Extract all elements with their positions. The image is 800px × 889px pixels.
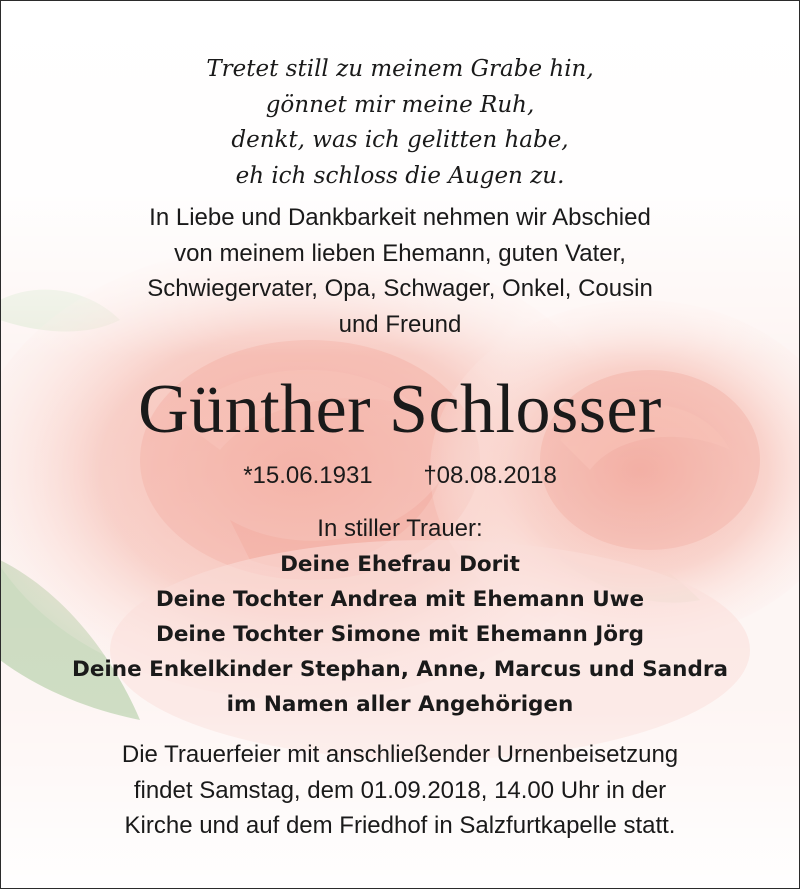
deceased-name: Günther Schlosser: [138, 371, 662, 448]
farewell-intro: [0, 200, 800, 342]
poem-line: denkt, was ich gelitten habe,: [231, 127, 569, 153]
poem-line: gönnet mir meine Ruh,: [265, 91, 535, 118]
life-dates: [0, 459, 800, 493]
service-line: findet Samstag, dem 01.09.2018, 14.00 Uhr in der: [133, 776, 667, 804]
mourner-line: Deine Ehefrau Dorit: [280, 552, 520, 577]
mourner-line: Deine Enkelkinder Stephan, Anne, Marcus und Sandra: [72, 657, 728, 682]
poem-line: eh ich schloss die Augen zu.: [235, 162, 565, 189]
mourning-heading: In stiller Trauer:: [317, 515, 483, 542]
mourners-list: [0, 547, 800, 722]
death-date: †08.08.2018: [423, 462, 557, 489]
mourner-line: Deine Tochter Andrea mit Ehemann Uwe: [155, 587, 645, 612]
mourner-line: im Namen aller Angehörigen: [226, 692, 574, 717]
memorial-poem: [0, 52, 800, 194]
intro-line: von meinem lieben Ehemann, guten Vater,: [174, 239, 626, 267]
funeral-service-info: [0, 737, 800, 844]
mourner-line: Deine Tochter Simone mit Ehemann Jörg: [155, 622, 645, 647]
poem-line: Tretet still zu meinem Grabe hin,: [206, 56, 594, 82]
intro-line: Schwiegervater, Opa, Schwager, Onkel, Cousin: [147, 275, 653, 302]
service-line: Die Trauerfeier mit anschließender Urnenbeisetzung: [121, 741, 679, 768]
intro-line: In Liebe und Dankbarkeit nehmen wir Abschied: [149, 204, 651, 231]
birth-date: *15.06.1931: [243, 462, 373, 489]
intro-line: und Freund: [338, 310, 462, 338]
service-line: Kirche und auf dem Friedhof in Salzfurtkapelle statt.: [124, 812, 676, 839]
